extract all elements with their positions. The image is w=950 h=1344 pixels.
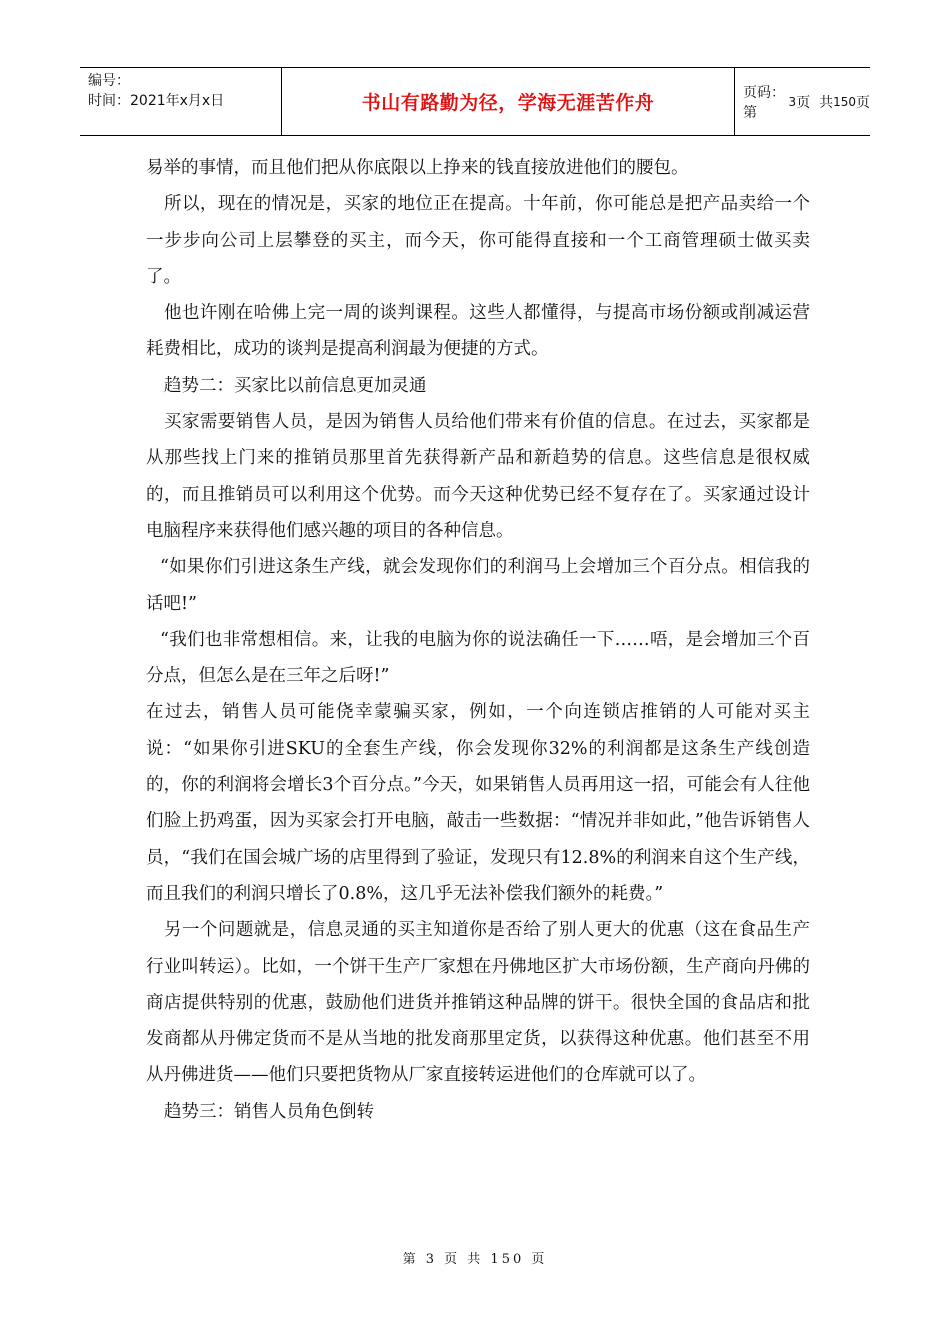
page-total: 150 <box>833 94 856 109</box>
paragraph: 所以，现在的情况是，买家的地位正在提高。十年前，你可能总是把产品卖给一个一步步向公司上层攀登的买主，而今天，你可能得直接和一个工商管理硕士做买卖了。 <box>146 194 810 287</box>
paragraph: 易举的事情，而且他们把从你底限以上挣来的钱直接放进他们的腰包。 <box>146 158 689 178</box>
paragraph: 另一个问题就是，信息灵通的买主知道你是否给了别人更大的优惠（这在食品生产行业叫转运）。比如，一个饼干生产厂家想在丹佛地区扩大市场份额，生产商向丹佛的商店提供特别的优惠，鼓励他们进货并推销这种品牌的饼干。很快全国的食品店和批发商都从丹佛定货而不是从当地的批发商那里定货，以获得这种优惠。他们甚至不用从丹佛进货——他们只要把货物从厂家直接转运进他们的仓库就可以了。 <box>146 920 810 1086</box>
page-mid: 页 共 <box>796 94 834 111</box>
paragraph: 他也许刚在哈佛上完一周的谈判课程。这些人都懂得，与提高市场份额或削减运营耗费相比，成功的谈判是提高利润最为便捷的方式。 <box>146 303 810 360</box>
quote-paragraph: “我们也非常想相信。来，让我的电脑为你的说法确任一下……唔，是会增加三个百分点，但怎么是在三年之后呀!” <box>146 629 810 687</box>
page-suffix: 页 <box>856 94 870 111</box>
document-body <box>146 150 810 1130</box>
date-label: 时间：2021年x月x日 <box>88 93 225 109</box>
number-label: 编号： <box>88 73 130 89</box>
page-current: 3 <box>788 94 797 109</box>
page-prefix: 页码：第 <box>743 84 785 121</box>
section-heading: 趋势二：买家比以前信息更加灵通 <box>164 375 427 396</box>
section-heading: 趋势三：销售人员角色倒转 <box>164 1101 374 1122</box>
paragraph: 买家需要销售人员，是因为销售人员给他们带来有价值的信息。在过去，买家都是从那些找上门来的推销员那里首先获得新产品和新趋势的信息。这些信息是很权威的，而且推销员可以利用这个优势。而今天这种优势已经不复存在了。买家通过设计电脑程序来获得他们感兴趣的项目的各种信息。 <box>146 412 810 541</box>
header-page-info <box>735 68 870 135</box>
quote-paragraph: “如果你们引进这条生产线，就会发现你们的利润马上会增加三个百分点。相信我的话吧!” <box>146 557 810 614</box>
page-footer: 第 3 页 共 150 页 <box>402 1252 548 1267</box>
page-header <box>80 67 870 136</box>
header-motto: 书山有路勤为径，学海无涯苦作舟 <box>281 68 735 135</box>
header-meta <box>80 68 281 135</box>
paragraph: 在过去，销售人员可能侥幸蒙骗买家，例如，一个向连锁店推销的人可能对买主说：“如果你引进SKU的全套生产线，你会发现你32%的利润都是这条生产线创造的，你的利润将会增长3个百分点。”今天，如果销售人员再用这一招，可能会有人往他们脸上扔鸡蛋，因为买家会打开电脑，敲击一些数据：“情况并非如此，”他告诉销售人员，“我们在国会城广场的店里得到了验证，发现只有12.8%的利润来自这个生产线，而且我们的利润只增长了0.8%，这几乎无法补偿我们额外的耗费。” <box>146 702 810 904</box>
